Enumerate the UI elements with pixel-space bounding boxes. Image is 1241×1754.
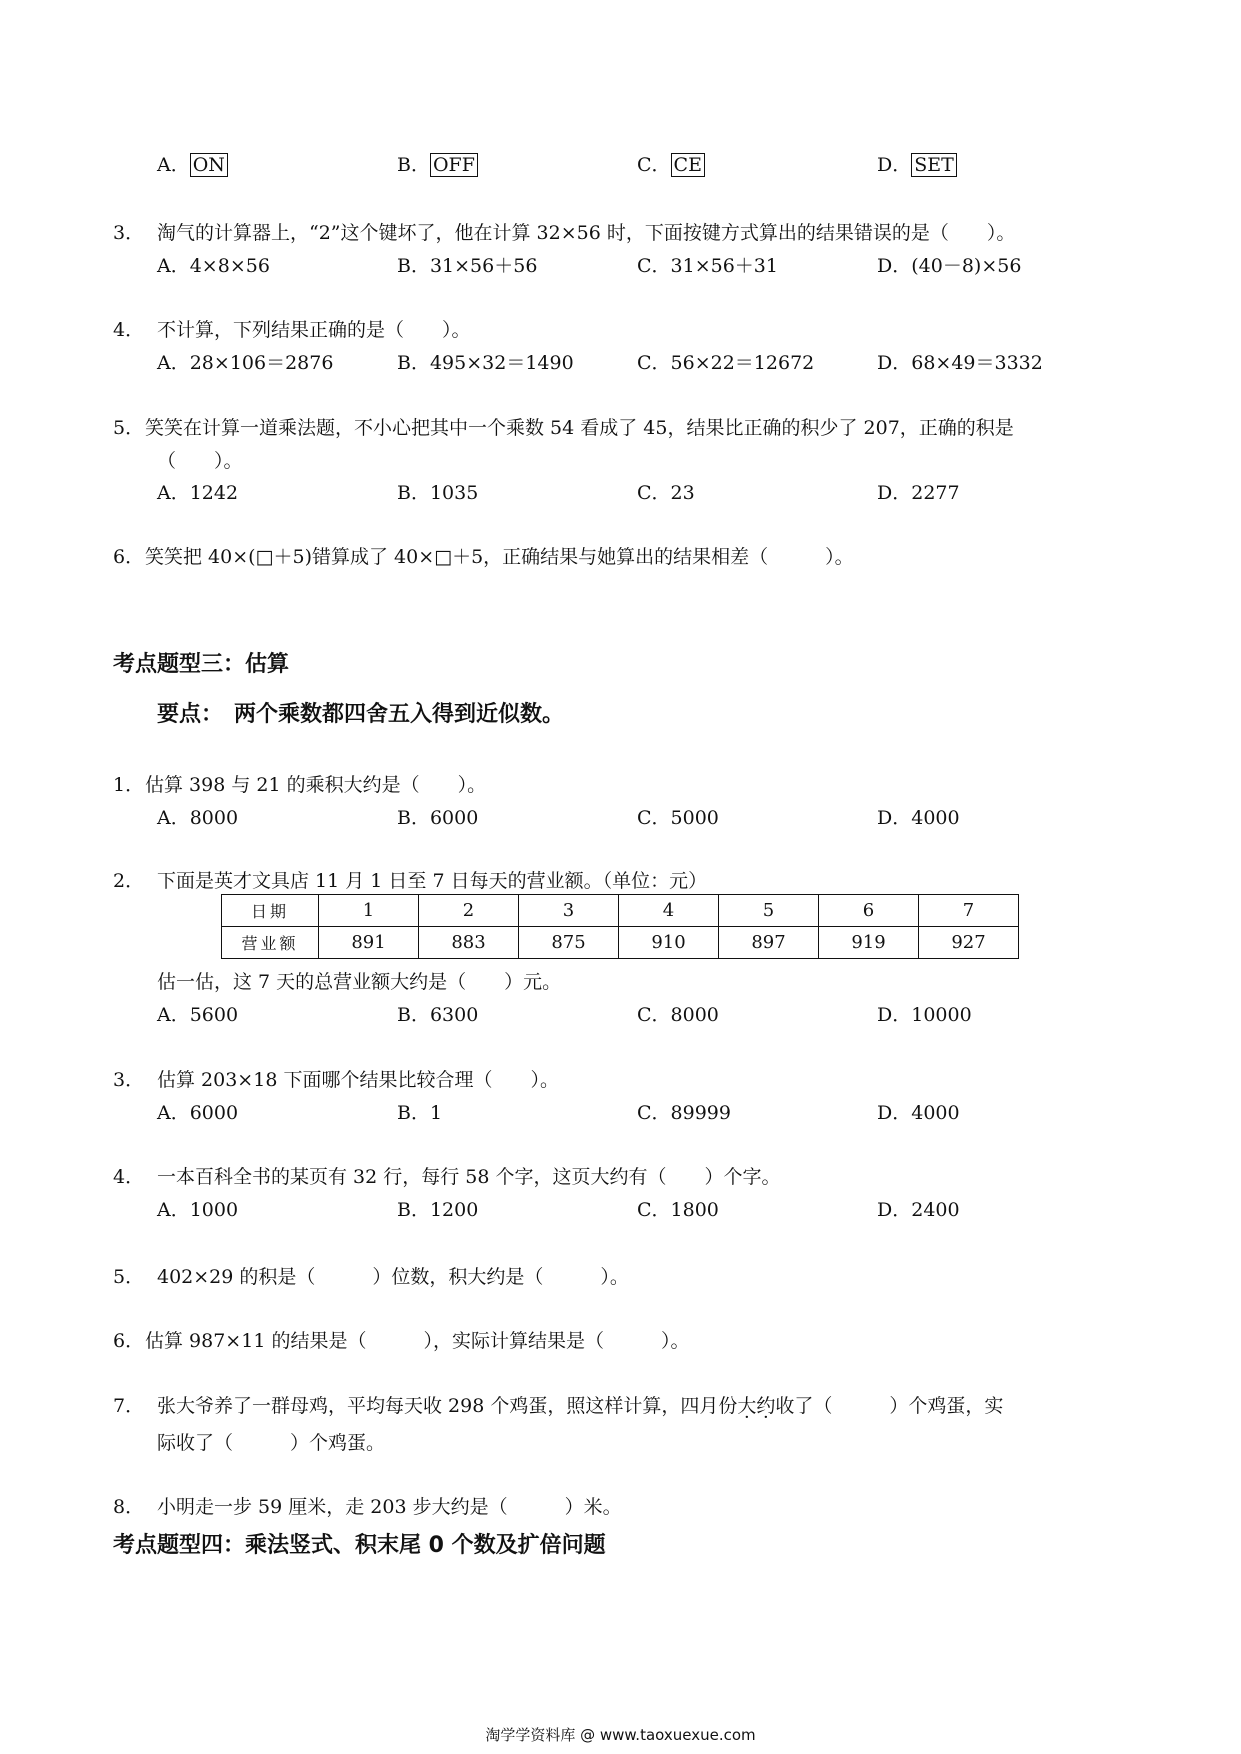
table-cell: 910 [619,927,719,959]
option-b: B．1035 [397,482,479,504]
table-cell: 3 [519,895,619,927]
key-ce: CE [671,153,705,177]
table-cell: 7 [919,895,1019,927]
option-b: B．6000 [397,807,479,829]
option-c: C．31×56＋31 [637,255,778,277]
question-number: 3． [113,222,145,244]
option-a: A．28×106＝2876 [157,352,334,374]
table-cell: 927 [919,927,1019,959]
option-a: A．1242 [157,482,239,504]
table-cell: 4 [619,895,719,927]
key-off: OFF [430,153,478,177]
question-number: 8． [113,1496,145,1518]
table-cell: 883 [419,927,519,959]
question-text: 估算 398 与 21 的乘积大约是（ ）。 [145,774,487,796]
question-text: 笑笑把 40×(□＋5)错算成了 40×□＋5，正确结果与她算出的结果相差（ ）。 [145,546,854,568]
option-c: C．8000 [637,1004,719,1026]
option-b: B．31×56＋56 [397,255,538,277]
question-number: 4． [113,319,145,341]
option-b: B．495×32＝1490 [397,352,574,374]
option-b: B．1200 [397,1199,479,1221]
question-text: 张大爷养了一群母鸡，平均每天收 298 个鸡蛋，照这样计算，四月份大约收了（ ）个鸡蛋，实 [157,1395,1004,1417]
table-cell: 919 [819,927,919,959]
table-cell: 5 [719,895,819,927]
table-cell: 897 [719,927,819,959]
question-number: 2． [113,870,145,892]
key-set: SET [911,153,957,177]
question-number: 5． [113,1266,145,1288]
option-d: D． SET [877,150,957,177]
question-number: 1． [113,774,145,796]
table-cell: 891 [319,927,419,959]
table-cell: 营业额 [222,927,319,959]
option-b: B．6300 [397,1004,479,1026]
option-c: C．23 [637,482,695,504]
question-text: 一本百科全书的某页有 32 行，每行 58 个字，这页大约有（ ）个字。 [157,1166,781,1188]
key-on: ON [190,153,228,177]
question-text: 估算 987×11 的结果是（ ），实际计算结果是（ ）。 [145,1330,690,1352]
emphasis-dot-char: 大 [737,1395,757,1417]
section-title: 考点题型四：乘法竖式、积末尾 0 个数及扩倍问题 [113,1533,606,1558]
option-d: D．2400 [877,1199,960,1221]
table-cell: 2 [419,895,519,927]
table-row [222,927,1019,959]
table-cell: 6 [819,895,919,927]
option-a: A．5600 [157,1004,239,1026]
question-number: 6． [113,546,145,568]
option-a: A． ON [157,150,228,177]
question-number: 5． [113,417,145,439]
question-text-continued: （ ）。 [157,450,243,472]
table-cell: 1 [319,895,419,927]
option-d: D．68×49＝3332 [877,352,1043,374]
question-text: 估算 203×18 下面哪个结果比较合理（ ）。 [157,1069,559,1091]
question-text: 淘气的计算器上，“2”这个键坏了，他在计算 32×56 时，下面按键方式算出的结果错误的是（ ）。 [157,222,1016,244]
option-a: A．8000 [157,807,239,829]
question-number: 3． [113,1069,145,1091]
section-title: 考点题型三：估算 [113,652,290,677]
option-c: C． CE [637,150,705,177]
question-text: 不计算，下列结果正确的是（ ）。 [157,319,471,341]
option-c: C．89999 [637,1102,731,1124]
table-cell: 日期 [222,895,319,927]
option-c: C．1800 [637,1199,719,1221]
key-point: 要点： 两个乘数都四舍五入得到近似数。 [157,702,565,727]
option-a: A．1000 [157,1199,239,1221]
option-d: D．4000 [877,1102,960,1124]
footer-watermark: 淘学学资料库 @ www.taoxuexue.com [485,1726,756,1744]
option-c: C．56×22＝12672 [637,352,815,374]
question-number: 6． [113,1330,145,1352]
question-text-continued: 估一估，这 7 天的总营业额大约是（ ）元。 [157,971,562,993]
option-b: B． OFF [397,150,478,177]
sales-table [221,894,1019,959]
question-number: 7． [113,1395,145,1417]
option-a: A．4×8×56 [157,255,270,277]
emphasis-dot-char: 约 [756,1395,776,1417]
option-c: C．5000 [637,807,719,829]
question-text-continued: 际收了（ ）个鸡蛋。 [157,1432,386,1454]
option-d: D．2277 [877,482,960,504]
table-cell: 875 [519,927,619,959]
option-d: D．4000 [877,807,960,829]
table-row [222,895,1019,927]
question-number: 4． [113,1166,145,1188]
question-text: 小明走一步 59 厘米，走 203 步大约是（ ）米。 [157,1496,622,1518]
option-d: D．(40－8)×56 [877,255,1022,277]
option-b: B．1 [397,1102,443,1124]
option-a: A．6000 [157,1102,239,1124]
question-text: 笑笑在计算一道乘法题，不小心把其中一个乘数 54 看成了 45，结果比正确的积少了 207，正确的积是 [145,417,1014,439]
option-d: D．10000 [877,1004,972,1026]
question-text: 下面是英才文具店 11 月 1 日至 7 日每天的营业额。（单位：元） [157,870,708,892]
question-text: 402×29 的积是（ ）位数，积大约是（ ）。 [157,1266,629,1288]
